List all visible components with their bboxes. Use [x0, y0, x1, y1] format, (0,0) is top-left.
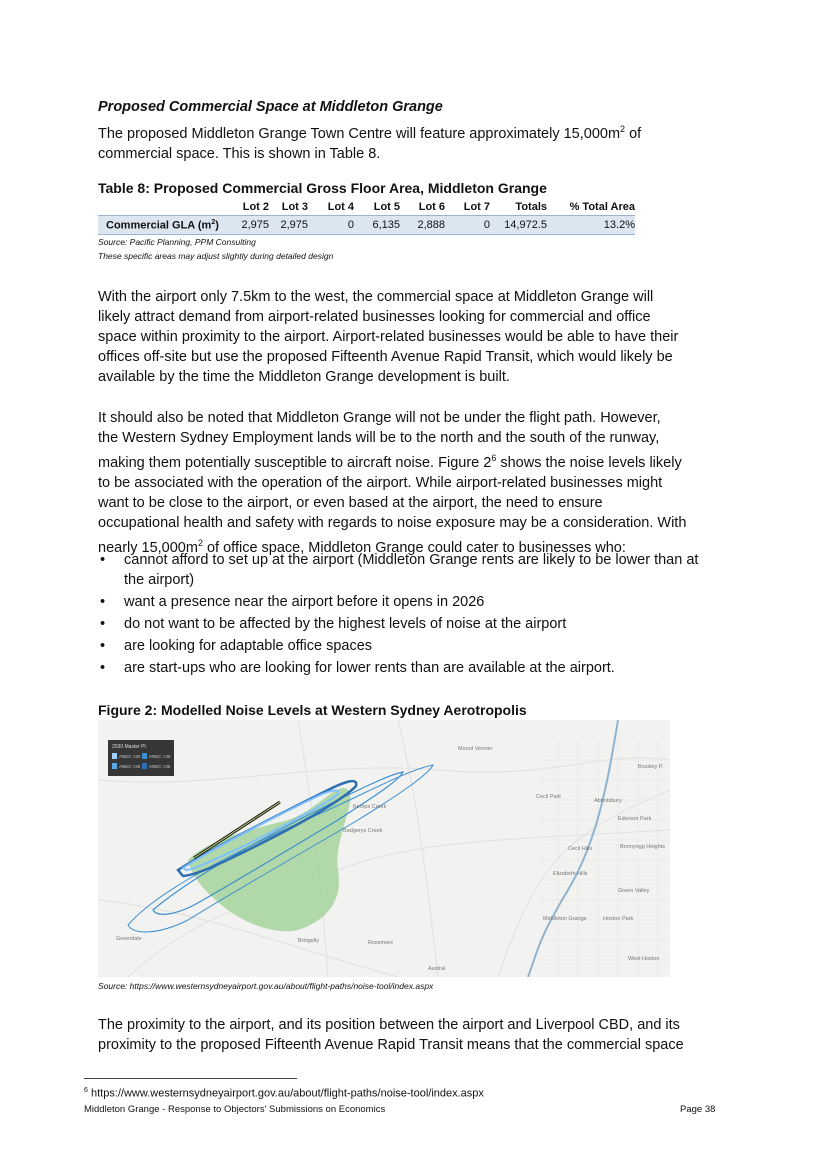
paragraph-line: space within proximity to the airport. Airport-related businesses would be able to have their: [98, 329, 679, 345]
paragraph-line: nearly $15,000m^2$ of office space, Middleton Grange could cater to businesses who:: [98, 537, 626, 556]
legend-item: ANEC >20: [119, 754, 141, 759]
list-item: • cannot afford to set up at the airport (Middleton Grange rents are likely to be lower than at the airport): [100, 552, 699, 588]
list-item: • are looking for adaptable office spaces: [100, 638, 373, 654]
list-item: • do not want to be affected by the highest levels of noise at the airport: [100, 616, 567, 632]
table-cell: 0: [445, 216, 490, 235]
footnote-divider: [84, 1078, 297, 1079]
list-item: • are start-ups who are looking for lower rents than are available at the airport.: [100, 660, 615, 676]
place-label: Middleton Grange: [543, 916, 587, 922]
intro-line-2: commercial space. This is shown in Table 8.: [98, 145, 381, 162]
table-header-cell: Lot 6: [418, 201, 445, 213]
table-header-cell: Totals: [515, 201, 547, 213]
place-label: Bossley P.: [638, 764, 664, 770]
noise-map: [98, 720, 670, 977]
table-header-cell: Lot 2: [242, 201, 269, 213]
table-source: Source: Pacific Planning, PPM Consulting: [98, 237, 256, 247]
table-cell: 2,975: [269, 216, 308, 235]
section-subheading: Proposed Commercial Space at Middleton Grange: [98, 99, 443, 115]
table-header-cell: Lot 4: [327, 201, 354, 213]
paragraph-line: proximity to the proposed Fifteenth Avenue Rapid Transit means that the commercial space: [98, 1037, 684, 1053]
table-row-label: Commercial GLA $(m^2)$: [98, 216, 237, 235]
intro-paragraph: [98, 119, 728, 164]
place-label: West Hoxton: [628, 956, 660, 962]
commercial-gfa-table: [98, 199, 635, 235]
list-item: • want a presence near the airport before it opens in 2026: [100, 594, 485, 610]
legend-item: ANEC >35: [149, 764, 171, 769]
paragraph-line: to be associated with the operation of the airport. While airport-related businesses might: [98, 474, 663, 491]
paragraph-line: available by the time the Middleton Grange development is built.: [98, 369, 510, 385]
paragraph-flight-path: [98, 408, 728, 558]
place-label: Greendale: [116, 936, 142, 942]
paragraph-line: likely attract demand from airport-related businesses looking for commercial and office: [98, 309, 651, 325]
legend-swatch-icon: [142, 763, 147, 769]
paragraph-line: making them potentially susceptible to aircraft noise. Figure $2^6$ shows the noise levels likely: [98, 453, 682, 471]
intro-line-1: The proposed Middleton Grange Town Centre will feature approximately $15,000m^2$ of: [98, 124, 642, 142]
bullet-icon: •: [100, 616, 106, 632]
bullet-icon: •: [100, 638, 106, 654]
paragraph-line: occupational health and safety with regards to noise exposure may be a consideration. With: [98, 514, 687, 531]
table-cell: 13.2%: [547, 216, 635, 235]
noise-map-graphic: [98, 720, 670, 977]
table-header-row: [98, 199, 635, 216]
legend-item: ANEC >30: [149, 754, 171, 759]
legend-swatch-icon: [112, 753, 117, 759]
place-label: Bringelly: [298, 938, 320, 944]
table-cell: 0: [308, 216, 354, 235]
place-label: Badgerys Creek: [343, 828, 383, 834]
bullet-icon: •: [100, 660, 106, 676]
paragraph-airport-demand: [98, 287, 728, 387]
place-label: Rossmore: [368, 940, 394, 946]
legend-swatch-icon: [142, 753, 147, 759]
place-label: Cecil Hills: [568, 846, 593, 852]
place-label: Mount Vernon: [458, 746, 493, 752]
bullet-list-container: [100, 550, 700, 680]
legend-swatch-icon: [112, 763, 117, 769]
place-label: Hoxton Park: [603, 916, 634, 922]
place-label: Abbotsbury: [594, 798, 622, 804]
figure-source: Source: https://www.westernsydneyairport.gov.au/about/flight-paths/noise-tool/index.aspx: [98, 981, 434, 991]
place-label: Bonnyrigg Heights: [620, 844, 665, 850]
table-header-blank: [98, 199, 237, 216]
place-label: Kemps Creek: [353, 804, 387, 810]
table-header-cell: Lot 3: [281, 201, 308, 213]
table-cell: 14,972.5: [490, 216, 547, 235]
legend-title: 2030 Master Pl.: [112, 744, 148, 750]
bullet-icon: •: [100, 594, 106, 610]
table-header-cell: Lot 5: [373, 201, 400, 213]
footer-left: Middleton Grange - Response to Objectors' Submissions on Economics: [84, 1104, 386, 1115]
table-cell: 6,135: [354, 216, 400, 235]
footnote: $^6$ https://www.westernsydneyairport.gov.au/about/flight-paths/noise-tool/index.aspx: [84, 1087, 484, 1100]
paragraph-line: offices off-site but use the proposed Fifteenth Avenue Rapid Transit, which would likely be: [98, 349, 673, 365]
map-urban-grid: [538, 740, 670, 977]
table8-container: [98, 199, 635, 235]
paragraph-line: want to be close to the airport, or even based at the airport, the need to ensure: [98, 494, 603, 511]
paragraph-line: The proximity to the airport, and its position between the airport and Liverpool CBD, and its: [98, 1017, 680, 1033]
figure-title: Figure 2: Modelled Noise Levels at Western Sydney Aerotropolis: [98, 702, 527, 718]
place-label: Austral: [428, 966, 446, 972]
page-number: Page 38: [680, 1104, 716, 1115]
table-header-cell: Lot 7: [463, 201, 490, 213]
paragraph-line: With the airport only 7.5km to the west, the commercial space at Middleton Grange will: [98, 289, 654, 305]
place-label: Edensor Park: [618, 816, 652, 822]
place-label: Elizabeth Hills: [553, 871, 588, 877]
table-cell: 2,888: [400, 216, 445, 235]
bullet-icon: •: [100, 552, 106, 568]
business-bullet-list: [100, 550, 700, 678]
paragraph-line: the Western Sydney Employment lands will be to the north and the south of the runway,: [98, 430, 660, 446]
paragraph-proximity: [98, 1015, 728, 1055]
place-label: Green Valley: [618, 888, 650, 894]
table-note: These specific areas may adjust slightly during detailed design: [98, 251, 334, 261]
table-title: Table 8: Proposed Commercial Gross Floor Area, Middleton Grange: [98, 180, 547, 196]
legend-item: ANEC >25: [119, 764, 141, 769]
table-row: [98, 216, 635, 235]
place-label: Cecil Park: [536, 794, 562, 800]
paragraph-line: It should also be noted that Middleton Grange will not be under the flight path. However,: [98, 410, 661, 426]
table-cell: 2,975: [237, 216, 269, 235]
table-header-cell: % Total Area: [569, 201, 635, 213]
